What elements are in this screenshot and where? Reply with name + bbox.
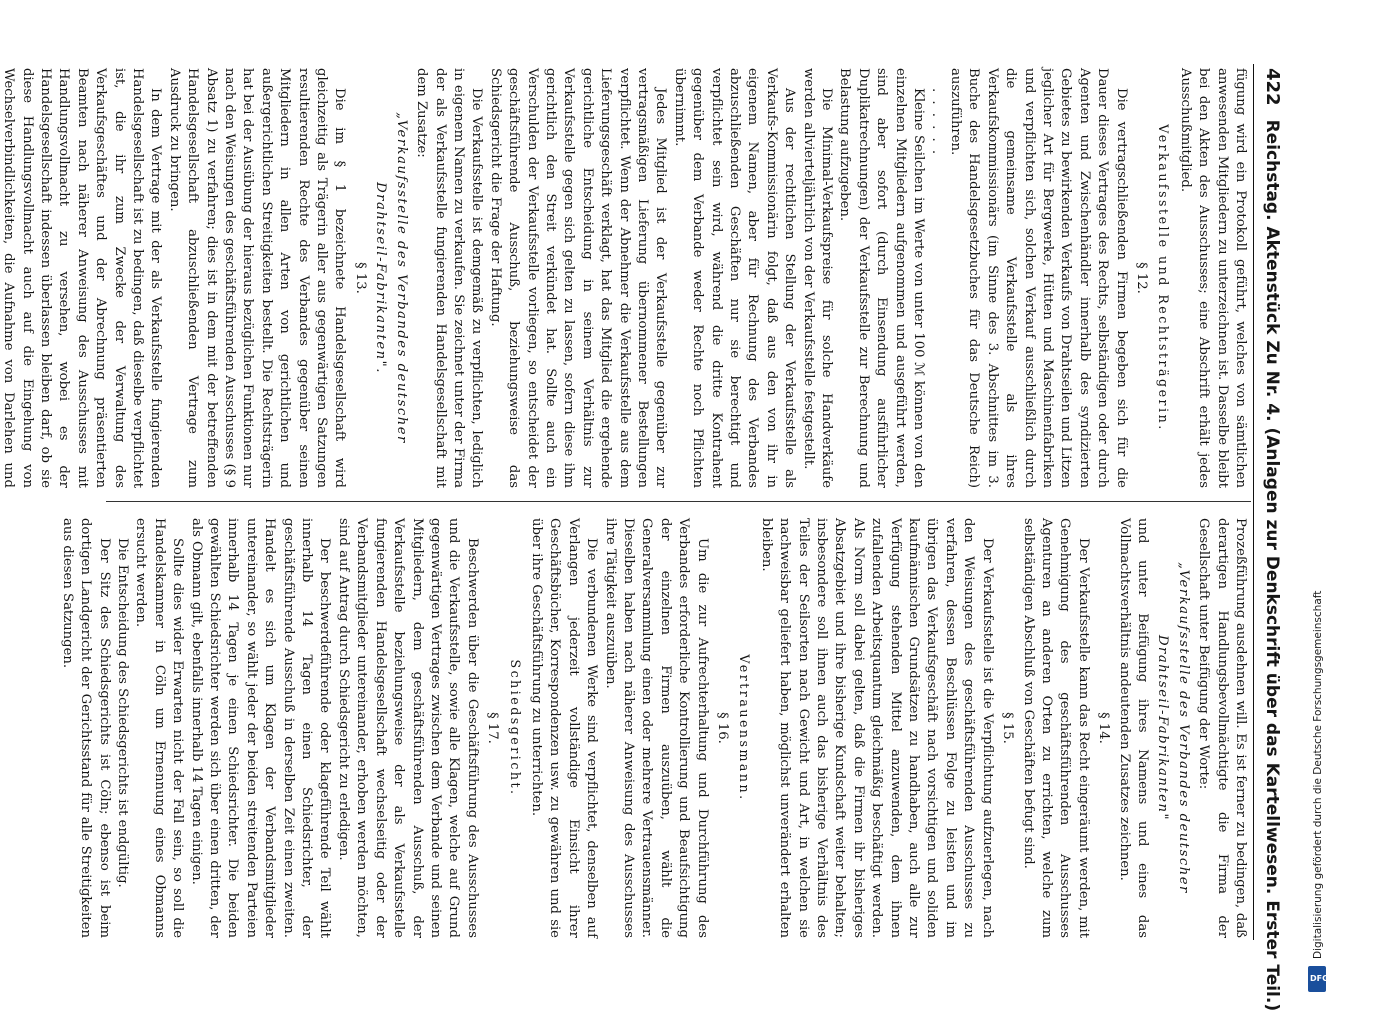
firm-name-line: „Verkaufsstelle des Verbandes deutscher: [1175, 562, 1191, 894]
page-header: [1257, 68, 1283, 1011]
firm-name-line: Drahtseil-Fabrikanten".: [373, 182, 389, 374]
firm-name-line: Drahtseil-Fabrikanten": [1155, 634, 1171, 822]
digitization-notice: [1306, 4, 1330, 996]
paragraph: Aus der rechtlichen Stellung der Verkaufsstelle als Verkaufs-Kommissionärin folgt, daß aus den von ihr in eigenem Namen, aber für Rechnung des Verbandes abzuschließenden Geschäften nur sie berechtigt und verpflichtet sein wird, während die dritte Kontrahent gegenüber dem Verbande weder Rechte noch Pflichten übernimmt.: [671, 68, 798, 488]
right-column: [57, 518, 1249, 938]
paragraph: fügung wird ein Protokoll geführt, welches von sämtlichen anwesenden Mitgliedern zu unterzeichnen ist. Dasselbe bleibt bei den Akten des Ausschusses; eine Abschrift erhält jedes Ausschußmitglied.: [1177, 68, 1248, 488]
paragraph: In dem Vertrage mit der als Verkaufsstelle fungierenden Handelsgesellschaft ist zu bedingen, daß dieselbe verpflichtet ist, die ihr zum Zwecke der Verwaltung des Verkaufsgeschäftes und der Abrechnung präsentierten Beamten nach näherer Anweisung des Ausschusses mit Handlungsvollmacht zu versehen, wobei es der Handelsgesellschaft indessen überlassen bleiben darf, ob sie diese Handlungsvollmacht auch auf die Eingehung von Wechselverbindlichkeiten, die Aufnahme von Darlehen und: [1, 68, 164, 488]
paragraph: Die verbundenen Werke sind verpflichtet, denselben auf Verlangen jederzeit vollständige Einsicht ihrer Geschäftsbücher, Korrespondenzen usw. zu gewähren und sie über ihre Geschäftsführung zu unterrichten.: [528, 518, 600, 938]
paragraph: Beschwerden über die Geschäftsführung des Ausschusses und die Verkaufsstelle, sowie alle Klagen, welche auf Grund gegenwärtigen Vertrages zwischen dem Verbande und seinen Mitgliedern, dem geschäftsführenden Ausschuß, der Verkaufsstelle beziehungsweise der als Verkaufsstelle fungierenden Handelsgesellschaft wechselseitig oder der Verbandsmitglieder untereinander, erhoben werden möchten, sind auf Antrag durch Schiedsgericht zu erledigen.: [335, 518, 480, 938]
dfg-logo: [1308, 966, 1329, 992]
section-number: § 13.: [352, 262, 368, 294]
paragraph: Die im § 1 bezeichnete Handelsgesellschaft wird gleichzeitig als Trägerin aller aus gegenwärtigen Satzungen resultierenden Rechte des Verbandes gegenüber seinen Mitgliedern in allen Arten von gerichtlichen und außergerichtlichen Streitigkeiten bestellt. Die Rechtsträgerin hat bei der Ausübung der hieraus bezüglichen Funktionen nur nach den Weisungen des geschäftsführenden Ausschusses (§ 9 Absatz 1) zu verfahren; dies ist in dem mit der betreffenden Handelsgesellschaft abzuschließenden Vertrage zum Ausdruck zu bringen.: [166, 68, 348, 488]
section-heading: Verkaufsstelle und Rechtsträgerin.: [1156, 124, 1172, 432]
paragraph: Jedes Mitglied ist der Verkaufsstelle gegenüber zur vertragsmäßigen Lieferung übernommener Bestellungen verpflichtet. Wenn der Abnehmer die Verkaufsstelle aus dem Lieferungsgeschäft verklagt, hat das Mitglied die ergehende gerichtliche Entscheidung in seinem Verhältnis zur Verkaufsstelle gegen sich gelten zu lassen, sofern diese ihm gerichtlich den Streit verkündet hat. Sollte auch ein Verschulden der Verkaufsstelle vorliegen, so entscheidet der geschäftsführende Ausschuß, beziehungsweise das Schiedsgericht die Frage der Haftung.: [487, 68, 669, 488]
paragraph: Die Verkaufsstelle ist demgemäß zu verpflichten, lediglich in eigenem Namen zu verkaufen. Sie zeichnet unter der Firma der als Verkaufsstelle fungierenden Handelsgesellschaft mit dem Zusatze:: [414, 68, 485, 488]
paragraph: Der Verkaufsstelle kann das Recht eingeräumt werden, mit Genehmigung des geschäftsführenden Ausschusses Agenturen an anderen Orten zu errichten, welche zum selbständigen Abschluß von Geschäften befugt sind.: [1020, 518, 1091, 938]
digitization-notice-text: Digitalisierung gefördert durch die Deutsche Forschungsgemeinschaft: [1312, 590, 1324, 959]
section-heading: Schiedsgericht.: [507, 659, 523, 797]
paragraph: Die vertragschließenden Firmen begeben sich für die Dauer dieses Vertrages des Rechts, selbständigen oder durch Agenten und Zwischenhändler innerhalb des syndizierten Gebietes zu bewirkenden Verkaufs von Drahtseilen und Litzen jeglicher Art für Bergwerke, Hütten und Maschinenfabriken und verpflichten sich, solchen Verkauf ausschließlich durch die gemeinsame Verkaufsstelle als ihres Verkaufskommissionärs (im Sinne des 3. Abschnittes im 3. Buche des Handelsgesetzbuches für das Deutsche Reich) auszuführen.: [947, 68, 1129, 488]
paragraph: Kleine Seilchen im Werte von unter 100 ℳ können von den einzelnen Mitgliedern aufgenommen und ausgeführt werden, sind aber sofort (durch Einsendung ausführlicher Duplikatrechnungen) der Verkaufsstelle zur Berechnung und Belastung aufzugeben.: [837, 68, 927, 488]
paragraph: Die Entscheidung des Schiedsgerichts ist endgültig.: [115, 538, 131, 888]
header-rule: [1253, 64, 1254, 940]
dfg-logo-text: DFG: [1310, 974, 1329, 983]
ellipsis: . . . . . .: [929, 88, 945, 157]
section-number: § 16.: [715, 712, 731, 744]
running-title: Reichstag. Aktenstück Zu Nr. 4. (Anlagen zur Denkschrift über das Kartellwesen. Erster Teil.): [1262, 119, 1282, 1011]
section-heading: Vertrauensmann.: [737, 654, 753, 802]
section-number: § 14.: [1096, 712, 1112, 744]
paragraph: Sollte dies wider Erwarten nicht der Fall sein, so soll die Handelskammer in Cöln um Ernennung eines Obmanns ersucht werden.: [133, 518, 186, 938]
paragraph: Der Sitz des Schiedsgerichts ist Cöln; ebenso ist beim dortigen Landgericht der Gerichtsstand für alle Streitigkeiten aus diesen Satzungen.: [59, 518, 112, 938]
section-number: § 15.: [1000, 712, 1016, 744]
paragraph: Der Verkaufsstelle ist die Verpflichtung aufzuerlegen, nach den Weisungen des geschäftsführenden Ausschusses zu verfahren, dessen Beschlüssen Folge zu leisten und im übrigen das Verkaufsgeschäft nach vorsichtigen und soliden kaufmännischen Grundsätzen zu handhaben, auch alle zur Verfügung stehenden Mittel anzuwenden, dem ihnen zufallenden Arbeitsquantum gleichmäßig beschäftigt werden. Als Norm soll dabei gelten, daß die Firmen ihr bisheriges Absatzgebiet und ihre bisherige Kundschaft weiter behalten; insbesondere soll ihnen auch das bisherige Verhältnis des Teiles der Seilsorten nach Gewicht und Art, in welchen sie nachweisbar geliefert haben, möglichst unverändert erhalten bleiben.: [758, 518, 995, 938]
column-divider: [106, 501, 1251, 502]
paragraph: Prozeßführung ausdehnen will. Es ist ferner zu bedingen, daß derartigen Handlungsbevollmächtigte die Firma der Gesellschaft unter Beifügung der Worte:: [1196, 518, 1248, 938]
left-column: [0, 68, 1249, 488]
section-number: § 17.: [485, 712, 501, 744]
paragraph: und unter Beifügung ihres Namens und eines das Vollmachtsverhältnis andeutenden Zusatzes zeichnen.: [1116, 518, 1150, 938]
paragraph: Der beschwerdeführende oder klageführende Teil wählt innerhalb 14 Tagen einen Schiedsrichter, der geschäftsführende Ausschuß in derselben Zeit einen zweiten. Handelt es sich um Klagen der Verbandsmitglieder untereinander, so wählt jeder der beiden streitenden Parteien innerhalb 14 Tagen je einen Schiedsrichter. Die beiden gewählten Schiedsrichter werden sich über einen dritten, der als Obmann gilt, ebenfalls innerhalb 14 Tagen einigen.: [188, 518, 333, 938]
paragraph: Um die zur Aufrechterhaltung und Durchführung des Verbandes erforderliche Kontrollierung und Beaufsichtigung der einzelnen Firmen auszuüben, wählt die Generalversammlung einen oder mehrere Vertrauensmänner. Dieselben haben nach näherer Anweisung des Ausschusses ihre Tätigkeit auszuüben.: [602, 518, 710, 938]
section-number: § 12.: [1133, 262, 1149, 294]
rotated-page: [1, 64, 1283, 1011]
page-number: 422: [1262, 68, 1283, 106]
firm-name-line: „Verkaufsstelle des Verbandes deutscher: [393, 112, 409, 444]
paragraph: Die Minimal-Verkaufspreise für solche Handverkäufe werden allvierteljährlich von der Verkaufsstelle festgestellt.: [800, 68, 835, 488]
